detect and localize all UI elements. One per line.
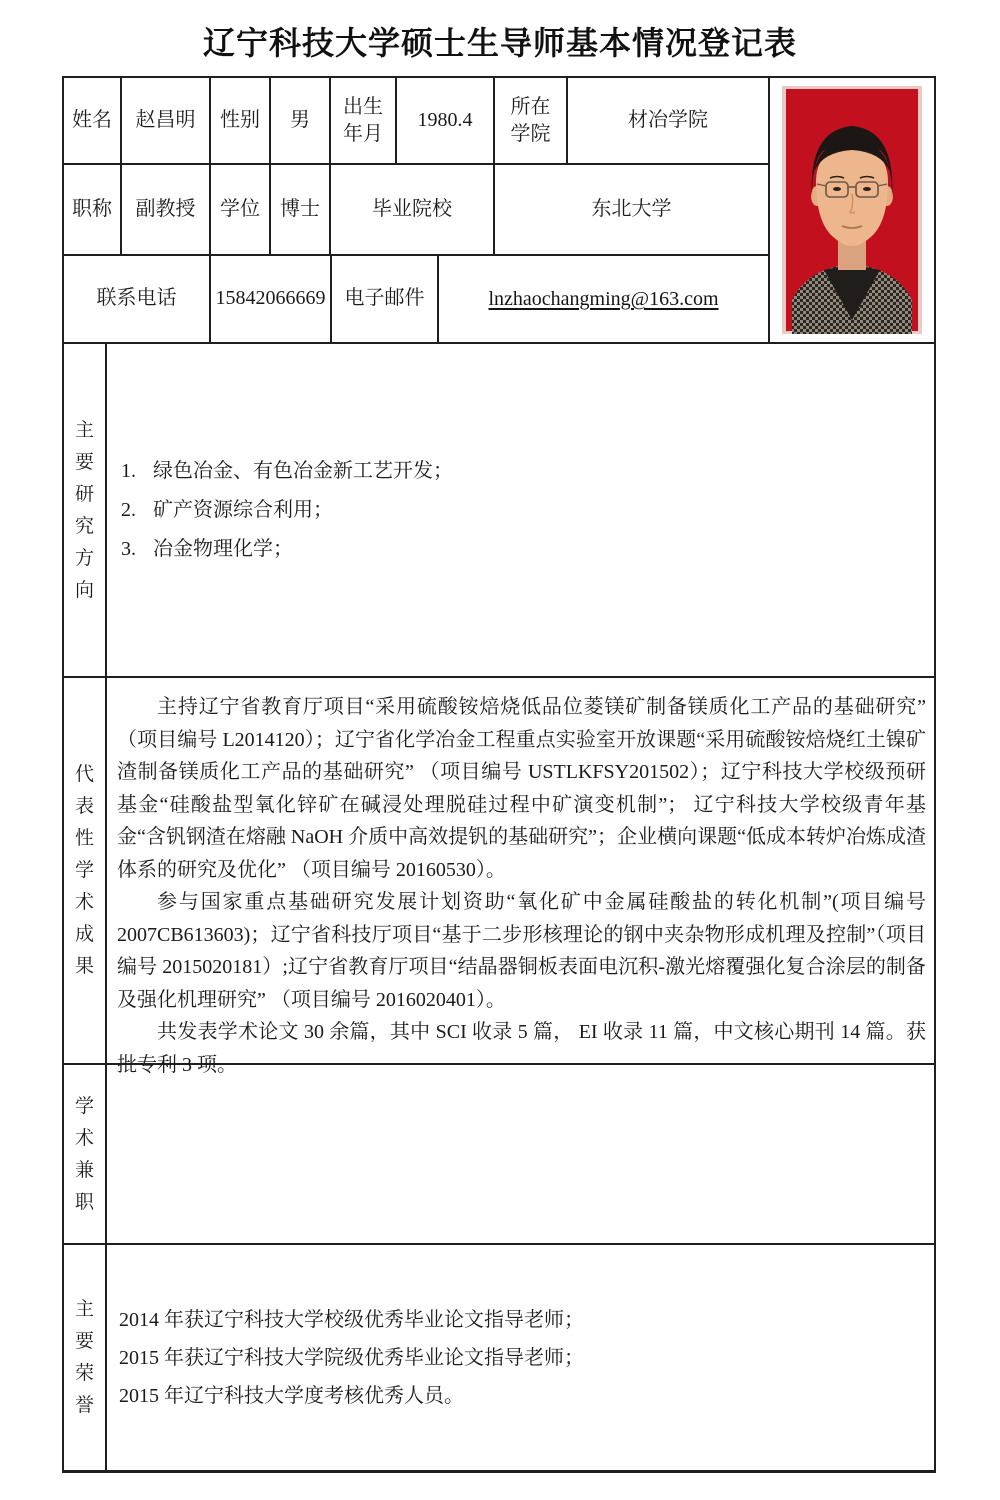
phone-value: 15842066669 — [211, 256, 332, 342]
achievements-paragraph: 参与国家重点基础研究发展计划资助“氧化矿中金属硅酸盐的转化机制”(项目编号 2007CB613603)；辽宁省科技厅项目“基于二步形核理论的钢中夹杂物形成机理及控制”（项目编号 2015020181）;辽宁省教育厅项目“结晶器铜板表面电沉积-激光熔覆强化复合涂层的制备及强化机理研究” （项目编号 2016020401）。 — [117, 891, 926, 1011]
name-value: 赵昌明 — [122, 78, 211, 163]
college-label: 所在学院 — [495, 78, 568, 163]
photo-cell — [768, 78, 934, 342]
appointments-label: 学 术 兼 职 — [64, 1065, 107, 1243]
birth-label: 出生年月 — [331, 78, 397, 163]
name-label: 姓名 — [64, 78, 122, 163]
email-link[interactable]: lnzhaochangming@163.com — [488, 287, 719, 310]
section-research — [64, 344, 934, 678]
achievements-content — [107, 678, 934, 1076]
degree-label: 学位 — [211, 165, 271, 253]
appointments-content — [107, 1065, 934, 1243]
research-item: 2. 矿产资源综合利用； — [121, 498, 333, 521]
honors-label: 主 要 荣 誉 — [64, 1245, 107, 1470]
achievements-label: 代 表 性 学 术 成 果 — [64, 678, 107, 1063]
honor-item: 2014 年获辽宁科技大学校级优秀毕业论文指导老师； — [119, 1308, 584, 1331]
college-value: 材冶学院 — [628, 109, 708, 132]
honors-content — [107, 1245, 934, 1470]
page-title: 辽宁科技大学硕士生导师基本情况登记表 — [202, 25, 797, 61]
portrait-photo — [782, 86, 922, 334]
phone-label: 联系电话 — [64, 256, 211, 342]
school-label: 毕业院校 — [331, 165, 495, 253]
section-honors — [64, 1245, 934, 1470]
research-content — [107, 344, 934, 676]
row-title-degree-school — [64, 165, 768, 255]
school-value: 东北大学 — [591, 198, 672, 220]
info-table — [62, 76, 936, 1473]
honor-item: 2015 年获辽宁科技大学院级优秀毕业论文指导老师； — [119, 1346, 584, 1369]
birth-value: 1980.4 — [397, 78, 495, 163]
section-appointments — [64, 1065, 934, 1245]
email-value — [439, 256, 768, 342]
job-title-value: 副教授 — [122, 165, 211, 253]
research-label: 主 要 研 究 方 向 — [64, 344, 107, 676]
degree-value: 博士 — [271, 165, 331, 253]
section-achievements — [64, 678, 934, 1076]
row-phone-email — [64, 256, 768, 342]
email-label: 电子邮件 — [332, 256, 439, 342]
achievements-paragraph: 主持辽宁省教育厅项目“采用硫酸铵焙烧低品位菱镁矿制备镁质化工产品的基础研究” （项目编号 L2014120）；辽宁省化学冶金工程重点实验室开放课题“采用硫酸铵焙烧红土镍矿渣制备镁质化工产品的基础研究” （项目编号 USTLKFSY201502）；辽宁科技大学校级预研基金“硅酸盐型氧化锌矿在碱浸处理脱硅过程中矿演变机制”； 辽宁科技大学校级青年基金“含钒钢渣在熔融 NaOH 介质中高效提钒的基础研究”；企业横向课题“低成本转炉冶炼成渣体系的研究及优化” （项目编号 20160530）。 — [117, 696, 926, 881]
research-item: 1. 绿色冶金、有色冶金新工艺开发； — [121, 459, 453, 482]
gender-value: 男 — [271, 78, 331, 163]
gender-label: 性别 — [211, 78, 271, 163]
honor-item: 2015 年辽宁科技大学度考核优秀人员。 — [119, 1384, 464, 1407]
achievements-paragraph: 共发表学术论文 30 余篇，其中 SCI 收录 5 篇， EI 收录 11 篇，中文核心期刊 14 篇。获批专利 3 项。 — [117, 1021, 926, 1076]
row-name-gender-birth-college — [64, 78, 768, 165]
basic-info-block — [64, 78, 934, 344]
research-item: 3. 冶金物理化学； — [121, 537, 293, 560]
job-title-label: 职称 — [64, 165, 122, 253]
